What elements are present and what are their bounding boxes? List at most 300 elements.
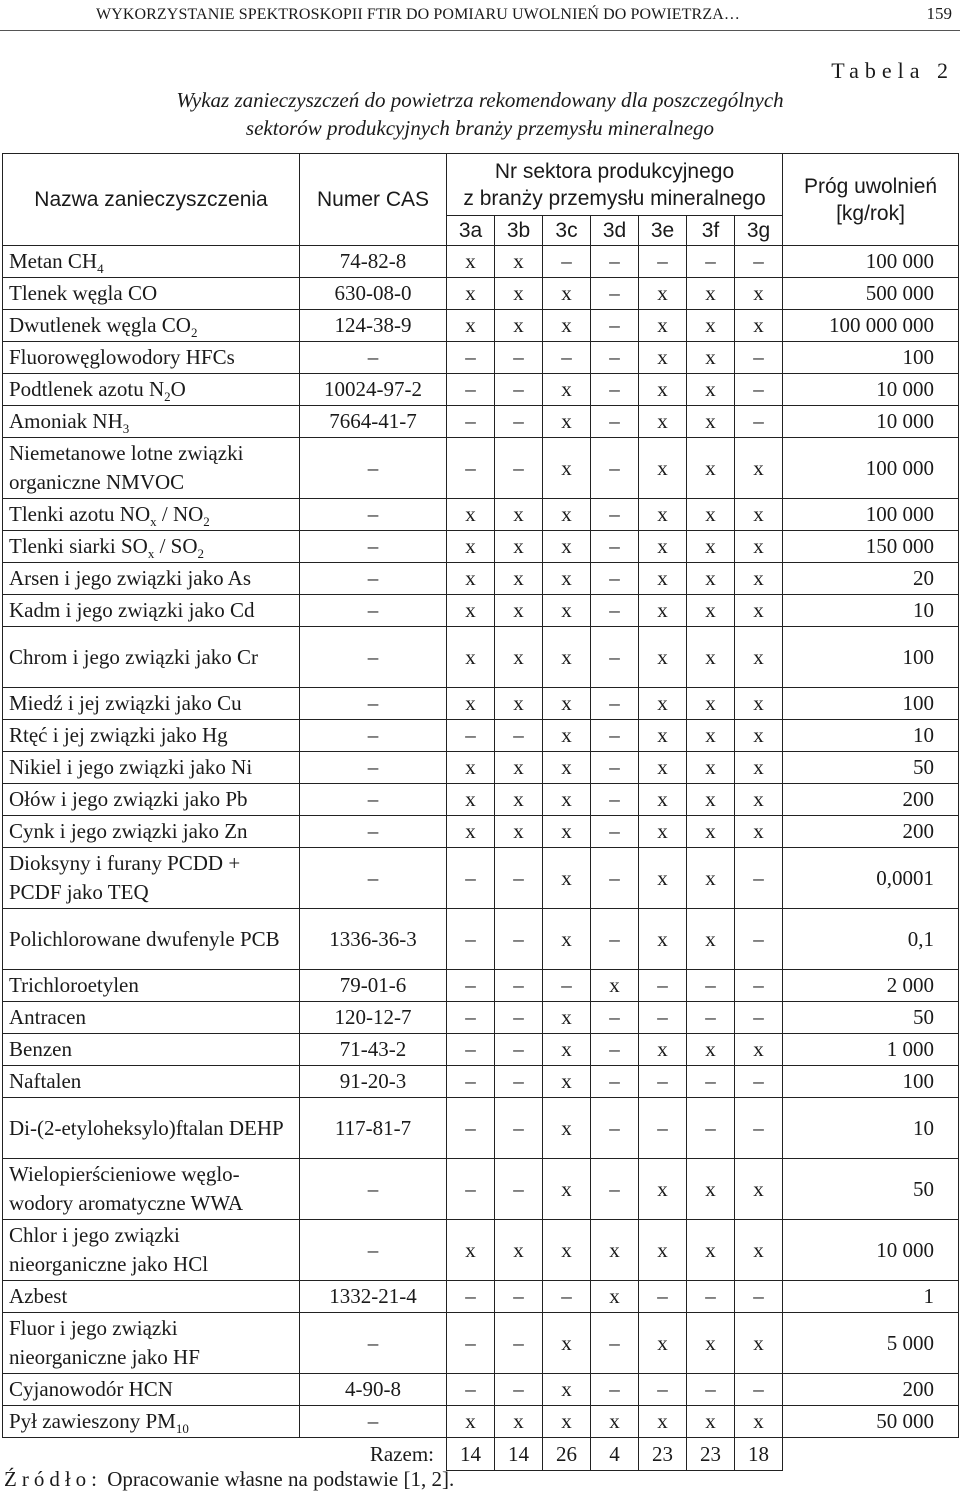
sector-mark-3g: – — [735, 406, 783, 438]
sector-mark-3a: x — [447, 627, 495, 688]
page-number: 159 — [926, 4, 952, 23]
pollutant-name-text: Cynk i jego związki jako Zn — [9, 819, 248, 843]
sector-mark-3d: – — [591, 909, 639, 970]
sector-mark-3c: x — [543, 310, 591, 342]
sector-mark-3b: – — [495, 909, 543, 970]
sector-mark-3g: – — [735, 246, 783, 278]
sector-mark-3e: – — [639, 1002, 687, 1034]
sector-mark-3f: x — [687, 627, 735, 688]
cas-number: – — [300, 499, 447, 531]
sector-mark-3c: x — [543, 1313, 591, 1374]
table-row — [3, 1313, 959, 1374]
sector-mark-3a: x — [447, 595, 495, 627]
pollutant-name-text: Dioksyny i furany PCDD + PCDF jako TEQ — [9, 851, 241, 904]
sector-mark-3a: – — [447, 1034, 495, 1066]
threshold-value: 100 000 000 — [783, 310, 959, 342]
sector-mark-3b: x — [495, 1406, 543, 1438]
sector-mark-3e: x — [639, 752, 687, 784]
pollutant-name — [3, 1002, 300, 1034]
sector-mark-3f: x — [687, 1034, 735, 1066]
pollutant-name — [3, 909, 300, 970]
pollutant-name-text: Arsen i jego związki jako As — [9, 566, 252, 590]
sector-mark-3a: x — [447, 816, 495, 848]
sector-mark-3g: x — [735, 627, 783, 688]
threshold-value: 100 — [783, 688, 959, 720]
sector-mark-3d: – — [591, 720, 639, 752]
threshold-value: 200 — [783, 1374, 959, 1406]
cas-number: – — [300, 627, 447, 688]
sector-mark-3d: – — [591, 563, 639, 595]
sector-mark-3g: x — [735, 784, 783, 816]
cas-number: 117-81-7 — [300, 1098, 447, 1159]
sector-mark-3c: x — [543, 1002, 591, 1034]
pollutant-name — [3, 438, 300, 499]
pollutant-name — [3, 1281, 300, 1313]
pollutant-name-text: Polichlorowane dwufenyle PCB — [9, 926, 280, 951]
pollutant-name — [3, 310, 300, 342]
pollutant-subscript: x — [147, 546, 155, 561]
sector-mark-3c: x — [543, 531, 591, 563]
sector-mark-3c: x — [543, 1406, 591, 1438]
sector-mark-3c: – — [543, 970, 591, 1002]
table-row — [3, 1098, 959, 1159]
threshold-value: 10 000 — [783, 406, 959, 438]
table-row — [3, 1406, 959, 1438]
pollutant-name-text: Benzen — [9, 1037, 72, 1061]
cas-number: 4-90-8 — [300, 1374, 447, 1406]
sector-mark-3d: – — [591, 816, 639, 848]
table-row — [3, 595, 959, 627]
sector-mark-3e: x — [639, 784, 687, 816]
threshold-value: 1 000 — [783, 1034, 959, 1066]
sector-mark-3g: x — [735, 310, 783, 342]
threshold-value: 50 — [783, 752, 959, 784]
header-sector-line2: z branży przemysłu mineralnego — [463, 186, 766, 210]
sector-mark-3b: – — [495, 1159, 543, 1220]
pollutant-name — [3, 246, 300, 278]
sector-mark-3d: – — [591, 784, 639, 816]
sector-mark-3f: x — [687, 909, 735, 970]
sector-mark-3b: x — [495, 784, 543, 816]
sector-mark-3f: x — [687, 531, 735, 563]
sector-mark-3e: x — [639, 627, 687, 688]
pollutant-name — [3, 563, 300, 595]
cas-number: 79-01-6 — [300, 970, 447, 1002]
sector-mark-3g: x — [735, 1220, 783, 1281]
sector-mark-3a: x — [447, 1406, 495, 1438]
pollutant-name — [3, 970, 300, 1002]
pollutant-name-text: Amoniak NH — [9, 409, 123, 433]
cas-number: 7664-41-7 — [300, 406, 447, 438]
sector-mark-3a: x — [447, 278, 495, 310]
sector-mark-3c: x — [543, 1159, 591, 1220]
sector-mark-3a: – — [447, 1159, 495, 1220]
table-caption — [80, 86, 880, 142]
sector-mark-3c: x — [543, 278, 591, 310]
sector-mark-3g: x — [735, 720, 783, 752]
sector-mark-3c: x — [543, 563, 591, 595]
pollutant-name-text: Pył zawieszony PM — [9, 1409, 176, 1433]
sector-mark-3c: x — [543, 688, 591, 720]
pollutant-name-text: Azbest — [9, 1284, 68, 1308]
table-row — [3, 970, 959, 1002]
source-label: Źródło: — [4, 1467, 102, 1491]
cas-number: – — [300, 688, 447, 720]
sector-mark-3g: x — [735, 499, 783, 531]
sector-mark-3d: – — [591, 688, 639, 720]
table-row — [3, 909, 959, 970]
sector-mark-3a: – — [447, 1098, 495, 1159]
threshold-value: 10 — [783, 595, 959, 627]
sector-mark-3c: x — [543, 816, 591, 848]
sector-mark-3f: x — [687, 848, 735, 909]
sector-mark-3a: x — [447, 752, 495, 784]
sector-mark-3a: – — [447, 909, 495, 970]
sector-mark-3g: x — [735, 531, 783, 563]
sector-mark-3d: – — [591, 595, 639, 627]
sector-mark-3a: x — [447, 499, 495, 531]
sector-mark-3c: x — [543, 595, 591, 627]
threshold-value: 100 000 — [783, 246, 959, 278]
sector-mark-3g: – — [735, 848, 783, 909]
pollutant-name-text: Dwutlenek węgla CO — [9, 313, 191, 337]
sector-mark-3c: x — [543, 848, 591, 909]
running-title: WYKORZYSTANIE SPEKTROSKOPII FTIR DO POMIARU UWOLNIEŃ DO POWIETRZA… — [96, 6, 740, 23]
table-row — [3, 720, 959, 752]
total-3g: 18 — [735, 1438, 783, 1471]
sector-mark-3e: x — [639, 1220, 687, 1281]
cas-number: – — [300, 1159, 447, 1220]
cas-number: 91-20-3 — [300, 1066, 447, 1098]
sector-mark-3e: – — [639, 246, 687, 278]
sector-mark-3f: x — [687, 784, 735, 816]
sector-mark-3d: x — [591, 970, 639, 1002]
sector-mark-3d: – — [591, 499, 639, 531]
sector-mark-3b: – — [495, 1002, 543, 1034]
sector-mark-3b: – — [495, 1374, 543, 1406]
header-sector-3e: 3e — [639, 216, 687, 246]
table-row — [3, 688, 959, 720]
pollutant-name-text: Antracen — [9, 1005, 86, 1029]
cas-number: – — [300, 752, 447, 784]
sector-mark-3f: x — [687, 374, 735, 406]
header-threshold-line2: [kg/rok] — [836, 201, 905, 225]
table-row — [3, 1066, 959, 1098]
sector-mark-3a: x — [447, 1220, 495, 1281]
sector-mark-3b: – — [495, 1313, 543, 1374]
sector-mark-3c: x — [543, 752, 591, 784]
sector-mark-3a: – — [447, 374, 495, 406]
sector-mark-3g: x — [735, 563, 783, 595]
sector-mark-3b: – — [495, 1066, 543, 1098]
sector-mark-3g: – — [735, 909, 783, 970]
sector-mark-3f: x — [687, 406, 735, 438]
total-3b: 14 — [495, 1438, 543, 1471]
total-3d: 4 — [591, 1438, 639, 1471]
sector-mark-3b: x — [495, 278, 543, 310]
sector-mark-3d: x — [591, 1281, 639, 1313]
cas-number: – — [300, 595, 447, 627]
table-row — [3, 627, 959, 688]
table-row — [3, 278, 959, 310]
total-3a: 14 — [447, 1438, 495, 1471]
threshold-value: 5 000 — [783, 1313, 959, 1374]
table-row — [3, 499, 959, 531]
sector-mark-3d: – — [591, 246, 639, 278]
sector-mark-3f: – — [687, 1374, 735, 1406]
threshold-value: 10 — [783, 720, 959, 752]
sector-mark-3d: – — [591, 531, 639, 563]
cas-number: – — [300, 1220, 447, 1281]
table-row — [3, 563, 959, 595]
total-3e: 23 — [639, 1438, 687, 1471]
sector-mark-3d: x — [591, 1406, 639, 1438]
threshold-value: 0,0001 — [783, 848, 959, 909]
header-sector-3c: 3c — [543, 216, 591, 246]
sector-mark-3b: x — [495, 627, 543, 688]
header-threshold — [783, 154, 959, 246]
pollutant-name-text: Podtlenek azotu N — [9, 377, 165, 401]
pollutant-name — [3, 595, 300, 627]
threshold-value: 20 — [783, 563, 959, 595]
cas-number: 71-43-2 — [300, 1034, 447, 1066]
sector-mark-3c: x — [543, 1066, 591, 1098]
sector-mark-3c: x — [543, 1034, 591, 1066]
sector-mark-3f: x — [687, 688, 735, 720]
pollutant-name — [3, 816, 300, 848]
sector-mark-3g: – — [735, 1002, 783, 1034]
sector-mark-3b: – — [495, 970, 543, 1002]
sector-mark-3a: – — [447, 438, 495, 499]
sector-mark-3d: – — [591, 342, 639, 374]
header-rule — [0, 30, 960, 31]
sector-mark-3b: x — [495, 816, 543, 848]
cas-number: – — [300, 816, 447, 848]
table-row — [3, 246, 959, 278]
table-row — [3, 406, 959, 438]
sector-mark-3c: x — [543, 909, 591, 970]
sector-mark-3e: – — [639, 1098, 687, 1159]
table-row — [3, 1281, 959, 1313]
pollutant-name-text: Niemetanowe lotne związki organiczne NMVOC — [9, 441, 244, 494]
sector-mark-3a: – — [447, 848, 495, 909]
pollutant-name — [3, 1098, 300, 1159]
pollutant-name — [3, 784, 300, 816]
sector-mark-3a: x — [447, 784, 495, 816]
table-label: Tabela 2 — [831, 58, 954, 83]
header-name: Nazwa zanieczyszczenia — [3, 154, 300, 246]
sector-mark-3b: x — [495, 246, 543, 278]
pollutant-subscript-2: 2 — [197, 546, 205, 561]
sector-mark-3g: – — [735, 970, 783, 1002]
sector-mark-3e: x — [639, 278, 687, 310]
sector-mark-3e: x — [639, 688, 687, 720]
pollutant-name-suffix: / SO — [154, 534, 198, 558]
sector-mark-3e: x — [639, 374, 687, 406]
header-cas: Numer CAS — [300, 154, 447, 246]
sector-mark-3g: x — [735, 438, 783, 499]
sector-mark-3c: – — [543, 342, 591, 374]
pollutant-name-suffix: / NO — [156, 502, 204, 526]
sector-mark-3a: – — [447, 342, 495, 374]
sector-mark-3d: – — [591, 406, 639, 438]
sector-mark-3f: x — [687, 1313, 735, 1374]
sector-mark-3d: – — [591, 1374, 639, 1406]
sector-mark-3d: – — [591, 627, 639, 688]
total-3c: 26 — [543, 1438, 591, 1471]
sector-mark-3g: – — [735, 1066, 783, 1098]
pollutant-name — [3, 1066, 300, 1098]
sector-mark-3b: x — [495, 499, 543, 531]
sector-mark-3c: x — [543, 1098, 591, 1159]
sector-mark-3c: x — [543, 438, 591, 499]
pollutant-name-text: Wielopierścieniowe węglo-wodory aromatyczne WWA — [9, 1162, 244, 1215]
sector-mark-3d: – — [591, 1066, 639, 1098]
threshold-value: 100 — [783, 342, 959, 374]
cas-number: – — [300, 1313, 447, 1374]
sector-mark-3e: x — [639, 720, 687, 752]
threshold-value: 0,1 — [783, 909, 959, 970]
table-row — [3, 752, 959, 784]
sector-mark-3f: – — [687, 1281, 735, 1313]
sector-mark-3g: – — [735, 342, 783, 374]
sector-mark-3e: x — [639, 1159, 687, 1220]
pollutant-name — [3, 531, 300, 563]
pollutant-name — [3, 688, 300, 720]
threshold-value: 500 000 — [783, 278, 959, 310]
cas-number: – — [300, 848, 447, 909]
sector-mark-3d: – — [591, 1313, 639, 1374]
pollutant-name-text: Tlenek węgla CO — [9, 281, 158, 305]
sector-mark-3d: – — [591, 278, 639, 310]
threshold-value: 2 000 — [783, 970, 959, 1002]
table-row — [3, 1002, 959, 1034]
threshold-value: 50 000 — [783, 1406, 959, 1438]
pollutant-name-text: Chlor i jego związki nieorganiczne jako HCl — [9, 1223, 209, 1276]
sector-mark-3d: – — [591, 848, 639, 909]
header-sector — [447, 154, 783, 216]
table-row — [3, 848, 959, 909]
sector-mark-3a: x — [447, 563, 495, 595]
pollutant-name — [3, 848, 300, 909]
sector-mark-3b: x — [495, 595, 543, 627]
sector-mark-3g: x — [735, 1406, 783, 1438]
cas-number: – — [300, 784, 447, 816]
total-3f: 23 — [687, 1438, 735, 1471]
sector-mark-3a: – — [447, 1002, 495, 1034]
sector-mark-3f: x — [687, 499, 735, 531]
sector-mark-3f: x — [687, 595, 735, 627]
cas-number: 1332-21-4 — [300, 1281, 447, 1313]
sector-mark-3f: x — [687, 310, 735, 342]
cas-number: 124-38-9 — [300, 310, 447, 342]
pollutant-name-text: Miedź i jej związki jako Cu — [9, 691, 242, 715]
cas-number: 630-08-0 — [300, 278, 447, 310]
totals-blank — [3, 1438, 300, 1471]
pollutant-name — [3, 752, 300, 784]
threshold-value: 100 000 — [783, 499, 959, 531]
sector-mark-3a: – — [447, 1066, 495, 1098]
pollutant-name-text: Fluor i jego związki nieorganiczne jako HF — [9, 1316, 200, 1369]
sector-mark-3d: – — [591, 752, 639, 784]
sector-mark-3e: x — [639, 1406, 687, 1438]
threshold-value: 200 — [783, 784, 959, 816]
cas-number: – — [300, 342, 447, 374]
sector-mark-3b: – — [495, 1098, 543, 1159]
sector-mark-3b: – — [495, 1281, 543, 1313]
sector-mark-3f: – — [687, 246, 735, 278]
cas-number: – — [300, 531, 447, 563]
sector-mark-3d: x — [591, 1220, 639, 1281]
pollutant-subscript: 2 — [190, 325, 198, 340]
threshold-value: 100 — [783, 627, 959, 688]
pollutant-subscript: 2 — [164, 389, 171, 404]
header-sector-3g: 3g — [735, 216, 783, 246]
sector-mark-3f: x — [687, 342, 735, 374]
pollutant-name-text: Tlenki siarki SO — [9, 534, 148, 558]
source-note — [4, 1467, 454, 1492]
sector-mark-3a: – — [447, 1374, 495, 1406]
sector-mark-3c: x — [543, 499, 591, 531]
sector-mark-3b: – — [495, 374, 543, 406]
threshold-value: 100 — [783, 1066, 959, 1098]
header-threshold-line1: Próg uwolnień — [803, 174, 938, 198]
sector-mark-3b: – — [495, 1034, 543, 1066]
sector-mark-3g: x — [735, 1313, 783, 1374]
sector-mark-3f: x — [687, 438, 735, 499]
pollutant-name — [3, 374, 300, 406]
header-sector-3b: 3b — [495, 216, 543, 246]
pollutant-name-text: Metan CH — [9, 249, 98, 273]
sector-mark-3e: – — [639, 1281, 687, 1313]
totals-blank-end — [783, 1438, 959, 1471]
sector-mark-3f: x — [687, 278, 735, 310]
table-row — [3, 374, 959, 406]
threshold-value: 100 000 — [783, 438, 959, 499]
sector-mark-3c: x — [543, 1374, 591, 1406]
sector-mark-3g: – — [735, 1281, 783, 1313]
pollutant-name-text: Kadm i jego związki jako Cd — [9, 598, 255, 622]
source-text: Opracowanie własne na podstawie [1, 2]. — [102, 1467, 455, 1491]
pollutant-name-text: Fluorowęglowodory HFCs — [9, 345, 235, 369]
table-row — [3, 1034, 959, 1066]
pollutant-name-text: Cyjanowodór HCN — [9, 1377, 173, 1401]
pollutant-subscript-2: 2 — [203, 514, 210, 529]
table-row — [3, 784, 959, 816]
sector-mark-3e: x — [639, 909, 687, 970]
table-row — [3, 438, 959, 499]
pollutant-name — [3, 1374, 300, 1406]
sector-mark-3g: x — [735, 816, 783, 848]
pollutant-name — [3, 1220, 300, 1281]
sector-mark-3f: x — [687, 563, 735, 595]
threshold-value: 10 000 — [783, 374, 959, 406]
pollutant-name-text: Rtęć i jej związki jako Hg — [9, 723, 228, 747]
table-row — [3, 1159, 959, 1220]
header-sector-3d: 3d — [591, 216, 639, 246]
pollutant-name — [3, 499, 300, 531]
sector-mark-3g: x — [735, 595, 783, 627]
sector-mark-3a: x — [447, 688, 495, 720]
sector-mark-3d: – — [591, 374, 639, 406]
threshold-value: 1 — [783, 1281, 959, 1313]
pollutant-name-text: Naftalen — [9, 1069, 82, 1093]
threshold-value: 10 — [783, 1098, 959, 1159]
cas-number: – — [300, 438, 447, 499]
pollutant-subscript: 3 — [122, 421, 130, 436]
table-row — [3, 1374, 959, 1406]
sector-mark-3b: x — [495, 688, 543, 720]
